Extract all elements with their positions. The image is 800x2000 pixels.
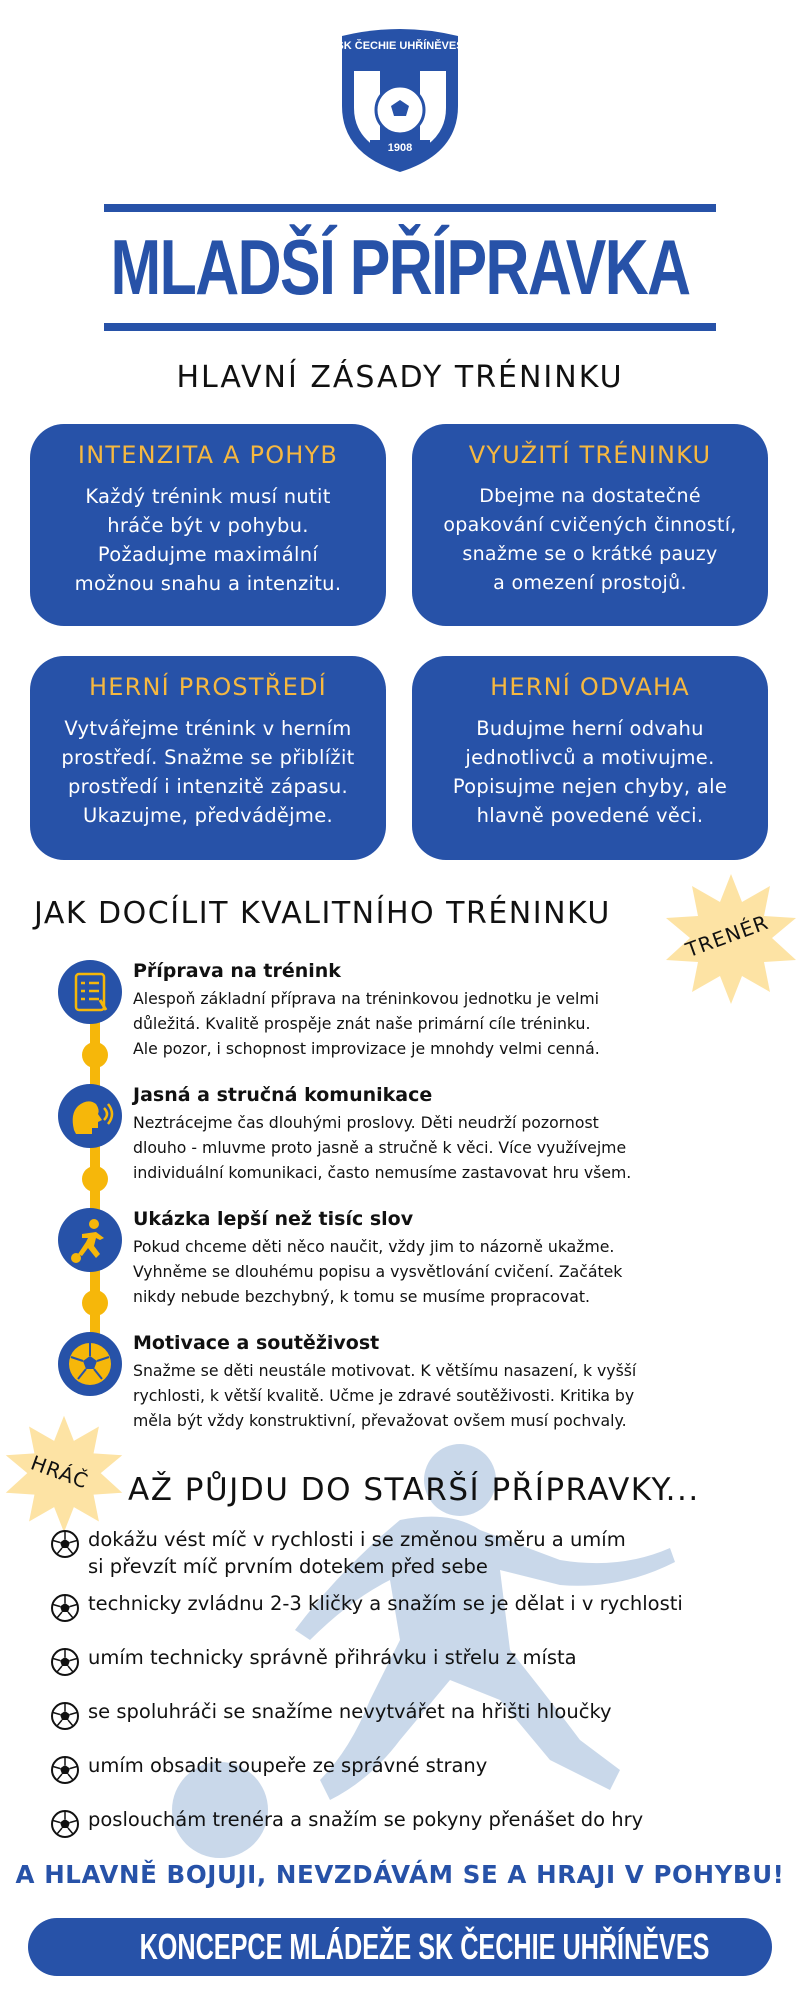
football-player-icon xyxy=(58,1208,122,1272)
quality-item-title: Jasná a stručná komunikace xyxy=(133,1084,433,1106)
list-item-text: dokážu vést míč v rychlosti i se změnou směru a umím si převzít míč prvním dotekem před sebe xyxy=(88,1528,626,1578)
closing-slogan: A HLAVNĚ BOJUJI, NEVZDÁVÁM SE A HRAJI V POHYBU! xyxy=(15,1860,785,1889)
title-bottom-rule xyxy=(104,323,716,331)
card-text: Dbejme na dostatečné opakování cvičených činností, snažme se o krátké pauzy a omezení prostojů. xyxy=(443,485,737,594)
principle-card-environment xyxy=(30,656,386,860)
quality-item-text: Snažme se děti neustále motivovat. K většímu nasazení, k vyšší rychlosti, k větší kvalitě. Učme je zdravé soutěživosti. Kritika by měla být vždy konstruktivní, převažovat ovšem musí pochvaly. xyxy=(133,1361,637,1430)
list-item-text: se spoluhráči se snažíme nevytvářet na hřišti hloučky xyxy=(88,1700,612,1723)
card-title: VYUŽITÍ TRÉNINKU xyxy=(468,441,712,469)
trainer-badge: TRENÉR xyxy=(682,909,772,963)
card-title: HERNÍ ODVAHA xyxy=(490,673,690,701)
title-top-rule xyxy=(104,204,716,212)
soccer-ball-icon xyxy=(50,1529,80,1559)
principle-card-usage xyxy=(412,424,768,626)
footer-text: KONCEPCE MLÁDEŽE SK ČECHIE UHŘÍNĚVES xyxy=(139,1926,710,1967)
timeline-dot xyxy=(82,1042,108,1068)
timeline-dot xyxy=(82,1290,108,1316)
speaking-head-icon xyxy=(58,1084,122,1148)
page-title: MLADŠÍ PŘÍPRAVKA xyxy=(110,223,690,311)
principle-card-courage xyxy=(412,656,768,860)
card-text: Budujme herní odvahu jednotlivců a motivujme. Popisujme nejen chyby, ale hlavně povedené věci. xyxy=(452,717,728,827)
card-text: Vytvářejme trénink v herním prostředí. Snažme se přiblížit prostředí i intenzitě zápasu. Ukazujme, předvádějme. xyxy=(61,717,355,827)
principles-heading: HLAVNÍ ZÁSADY TRÉNINKU xyxy=(176,360,624,395)
footer-banner xyxy=(28,1918,772,1976)
quality-item-text: Alespoň základní příprava na tréninkovou jednotku je velmi důležitá. Kvalitě prospěje znát naše primární cíle tréninku. Ale pozor, i schopnost improvizace je mnohdy velmi cenná. xyxy=(133,989,600,1058)
club-year: 1908 xyxy=(387,142,413,154)
soccer-ball-icon xyxy=(50,1593,80,1623)
checklist-icon xyxy=(58,960,122,1024)
list-item-text: technicky zvládnu 2-3 kličky a snažím se je dělat i v rychlosti xyxy=(88,1592,683,1615)
list-item-text: umím technicky správně přihrávku i střelu z místa xyxy=(88,1646,577,1669)
quality-heading: JAK DOCÍLIT KVALITNÍHO TRÉNINKU xyxy=(34,896,611,931)
card-title: INTENZITA A POHYB xyxy=(77,441,339,469)
quality-item-text: Pokud chceme děti něco naučit, vždy jim to názorně ukažme. Vyhněme se dlouhému popisu a vysvětlování cvičení. Začátek nikdy nebude bezchybný, k tomu se musíme propracovat. xyxy=(133,1237,623,1306)
club-name: SK ČECHIE UHŘÍNĚVES xyxy=(336,40,464,52)
soccer-ball-icon xyxy=(58,1332,122,1396)
player-badge: HRÁČ xyxy=(27,1450,92,1494)
quality-item-text: Neztrácejme čas dlouhými proslovy. Děti neudrží pozornost dlouho - mluvme proto jasně a stručně k věci. Více využívejme individuální komunikaci, často nemusíme zastavovat hru všem. xyxy=(133,1113,632,1182)
card-title: HERNÍ PROSTŘEDÍ xyxy=(89,673,327,701)
soccer-ball-icon xyxy=(50,1701,80,1731)
player-heading: AŽ PŮJDU DO STARŠÍ PŘÍPRAVKY... xyxy=(128,1472,700,1508)
quality-item-title: Ukázka lepší než tisíc slov xyxy=(133,1208,414,1230)
soccer-ball-icon xyxy=(50,1755,80,1785)
quality-item-title: Příprava na trénink xyxy=(133,960,341,982)
soccer-ball-icon xyxy=(50,1809,80,1839)
timeline-dot xyxy=(82,1166,108,1192)
card-text: Každý trénink musí nutit hráče být v pohybu. Požadujme maximální možnou snahu a intenzitu. xyxy=(74,485,342,595)
list-item-text: poslouchám trenéra a snažím se pokyny přenášet do hry xyxy=(88,1808,644,1831)
principle-card-intensity xyxy=(30,424,386,626)
list-item-text: umím obsadit soupeře ze správné strany xyxy=(88,1754,488,1777)
quality-item-title: Motivace a soutěživost xyxy=(133,1332,380,1354)
soccer-ball-icon xyxy=(50,1647,80,1677)
